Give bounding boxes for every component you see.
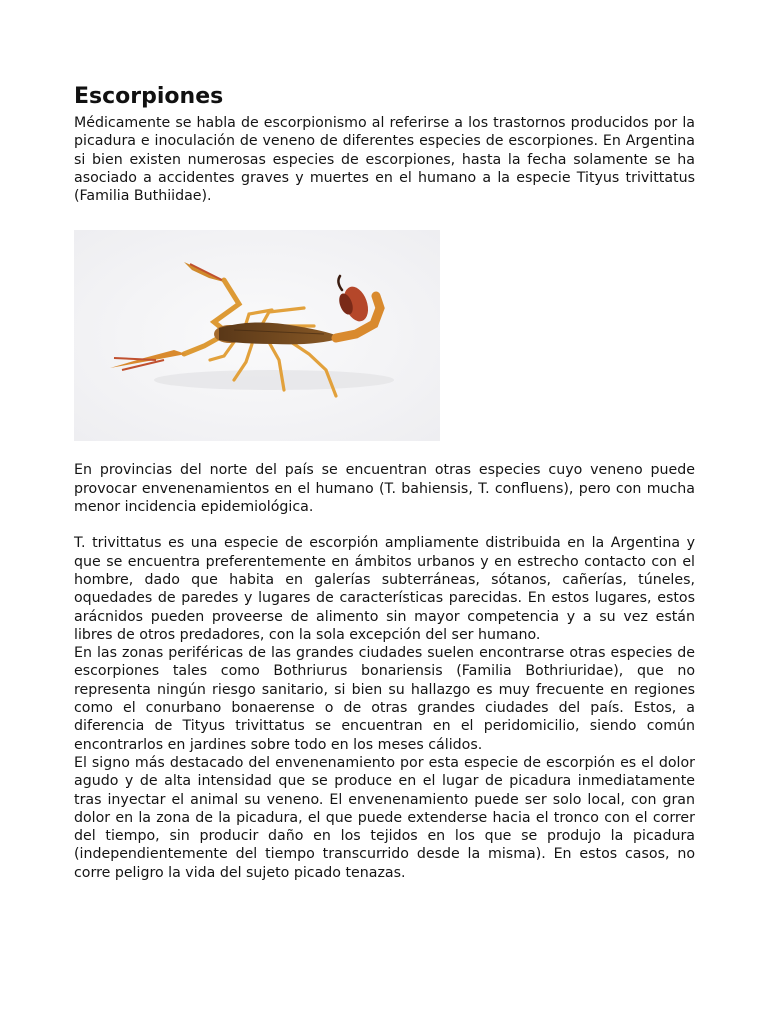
intro-paragraph: Médicamente se habla de escorpionismo al referirse a los trastornos producidos por la picadura e inoculación de veneno de diferentes especies de escorpiones. En Argentina si bien existen numerosas especies de escorpiones, hasta la fecha solamente se ha asociado a accidentes graves y muertes en el humano a la especie Tityus trivittatus (Familia Buthiidae). xyxy=(74,115,695,205)
paragraph-2: En provincias del norte del país se encuentran otras especies cuyo veneno puede provocar envenenamientos en el humano (T. bahiensis, T. confluens), pero con mucha menor incidencia epidemiológica. xyxy=(74,462,695,516)
paragraph-5: El signo más destacado del envenenamiento por esta especie de escorpión es el dolor agudo y de alta intensidad que se produce en el lugar de picadura inmediatamente tras inyectar el animal su veneno. El envenenamiento puede ser solo local, con gran dolor en la zona de la picadura, el que puede extenderse hacia el tronco con el correr del tiempo, sin producir daño en los tejidos en los que se produjo la picadura (independientemente del tiempo transcurrido desde la misma). En estos casos, no corre peligro la vida del sujeto picado tenazas. xyxy=(74,754,695,881)
document-page xyxy=(74,82,695,882)
paragraph-4: En las zonas periféricas de las grandes ciudades suelen encontrarse otras especies de escorpiones tales como Bothriurus bonariensis (Familia Bothriuridae), que no representa ningún riesgo sanitario, si bien su hallazgo es muy frecuente en regiones como el conurbano bonaerense o de otras grandes ciudades del país. Estos, a diferencia de Tityus trivittatus se encuentran en el peridomicilio, siendo común encontrarlos en jardines sobre todo en los meses cálidos. xyxy=(74,645,695,753)
paragraph-gap xyxy=(74,516,695,534)
scorpion-photo xyxy=(74,230,440,441)
paragraph-3: T. trivittatus es una especie de escorpión ampliamente distribuida en la Argentina y que se encuentra preferentemente en ámbitos urbanos y en estrecho contacto con el hombre, dado que habita en galerías subterráneas, sótanos, cañerías, túneles, oquedades de paredes y lugares de características parecidas. En estos lugares, estos arácnidos pueden proveerse de alimento sin mayor competencia y a su vez están libres de otros predadores, con la sola excepción del ser humano. xyxy=(74,535,695,643)
document-title: Escorpiones xyxy=(74,84,224,109)
scorpion-icon xyxy=(74,230,440,441)
